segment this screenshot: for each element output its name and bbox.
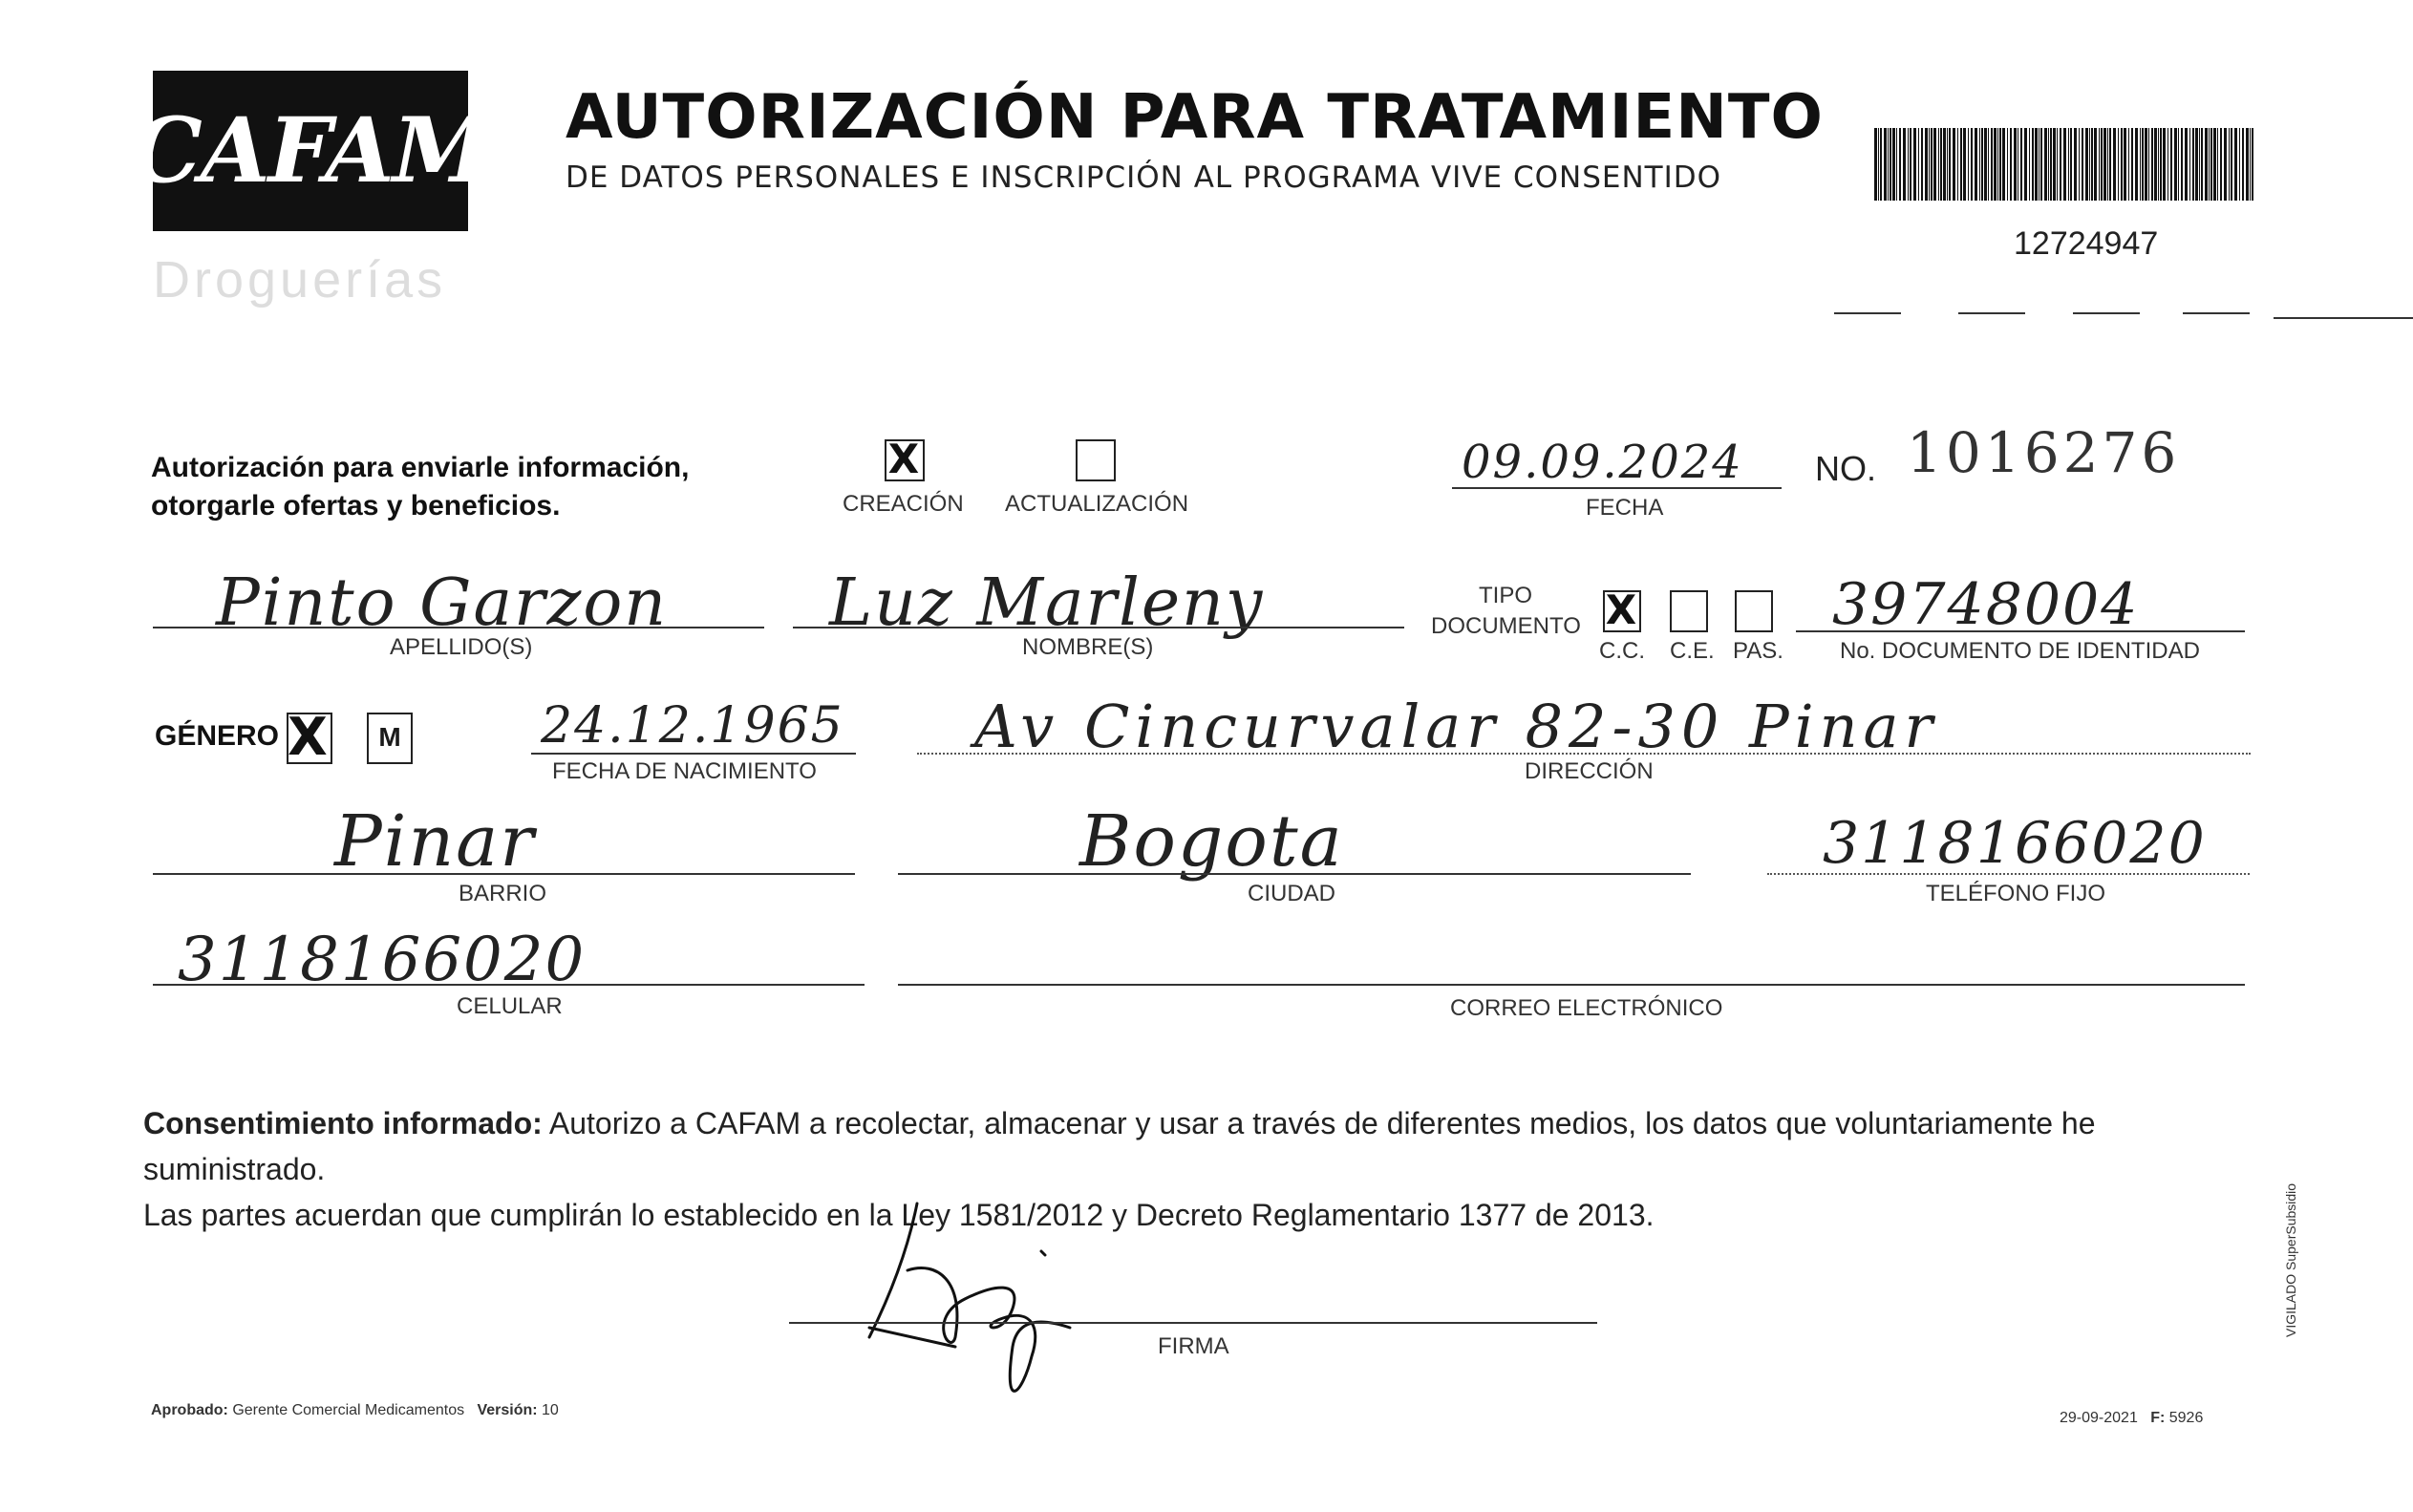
intro-text [151,449,689,525]
footer-right [2060,1410,2203,1427]
consent-paragraph [143,1100,2264,1238]
celular-value: 3118166020 [178,925,587,995]
tipo-label-2: DOCUMENTO [1431,613,1581,639]
nombres-value: Luz Marleny [829,565,1265,641]
ciudad-value: Bogota [1079,800,1344,883]
apellidos-label: APELLIDO(S) [390,634,533,660]
correo-label: CORREO ELECTRÓNICO [1450,995,1723,1021]
tipo-cc-mark: X [1605,586,1637,633]
signature-image [850,1194,1137,1442]
nacimiento-value: 24.12.1965 [541,697,844,755]
telefono-value: 3118166020 [1823,810,2207,877]
tipo-pas-checkbox[interactable] [1735,590,1773,632]
firma-label: FIRMA [1158,1333,1229,1359]
logo-text: CAFAM [131,98,490,203]
genero-label: GÉNERO [155,720,280,752]
tipo-cc-label: C.C. [1599,638,1645,664]
page-title: AUTORIZACIÓN PARA TRATAMIENTO [566,82,1824,153]
fecha-label: FECHA [1586,495,1664,521]
actualizacion-label: ACTUALIZACIÓN [1005,491,1189,517]
documento-label: No. DOCUMENTO DE IDENTIDAD [1840,638,2200,664]
nombres-label: NOMBRE(S) [1022,634,1154,660]
actualizacion-checkbox[interactable] [1076,439,1116,481]
no-value: 1016276 [1907,420,2181,485]
direccion-label: DIRECCIÓN [1525,758,1654,784]
genero-m-label: M [378,722,401,752]
tipo-ce-label: C.E. [1670,638,1715,664]
creacion-label: CREACIÓN [843,491,964,517]
intro-line-2: otorgarle ofertas y beneficios. [151,490,561,522]
intro-line-1: Autorización para enviarle información, [151,452,690,483]
version-value: 10 [542,1402,559,1418]
tipo-ce-checkbox[interactable] [1670,590,1708,632]
no-label: NO. [1815,449,1877,488]
version-label: Versión: [477,1402,538,1418]
consent-text-1: Autorizo a CAFAM a recolectar, almacenar y usar a través de diferentes medios, los datos que voluntariamente he suministrado. [143,1106,2096,1186]
footer-date: 29-09-2021 [2060,1410,2138,1426]
aprobado-label: Aprobado: [151,1402,228,1418]
ciudad-label: CIUDAD [1248,881,1336,906]
genero-f-mark: X [288,707,328,767]
telefono-label: TELÉFONO FIJO [1926,881,2106,906]
consent-text-2: Las partes acuerdan que cumplirán lo establecido en la Ley 1581/2012 y Decreto Reglamentario 1377 de 2013. [143,1198,1655,1232]
page-subtitle: DE DATOS PERSONALES E INSCRIPCIÓN AL PROGRAMA VIVE CONSENTIDO [566,160,1722,195]
barrio-label: BARRIO [459,881,547,906]
barcode-number: 12724947 [2014,225,2159,262]
documento-value: 39748004 [1832,571,2140,638]
barrio-value: Pinar [334,800,536,883]
vigilado-text: VIGILADO SuperSubsidio [2283,1182,2298,1337]
f-label: F: [2150,1410,2166,1426]
direccion-value: Av Cincurvalar 82-30 Pinar [974,692,1939,761]
apellidos-value: Pinto Garzon [216,565,669,641]
tipo-label-1: TIPO [1479,583,1533,608]
fecha-value: 09.09.2024 [1462,436,1743,489]
aprobado-value: Gerente Comercial Medicamentos [232,1402,465,1418]
tipo-pas-label: PAS. [1733,638,1783,664]
nacimiento-label: FECHA DE NACIMIENTO [552,758,817,784]
footer-left [151,1402,559,1419]
consent-heading: Consentimiento informado: [143,1106,543,1140]
cafam-logo [131,71,490,231]
f-value: 5926 [2168,1410,2204,1426]
logo-subtitle: Droguerías [153,251,447,309]
barcode [1874,128,2254,201]
creacion-mark: X [887,436,920,482]
celular-label: CELULAR [457,993,563,1019]
